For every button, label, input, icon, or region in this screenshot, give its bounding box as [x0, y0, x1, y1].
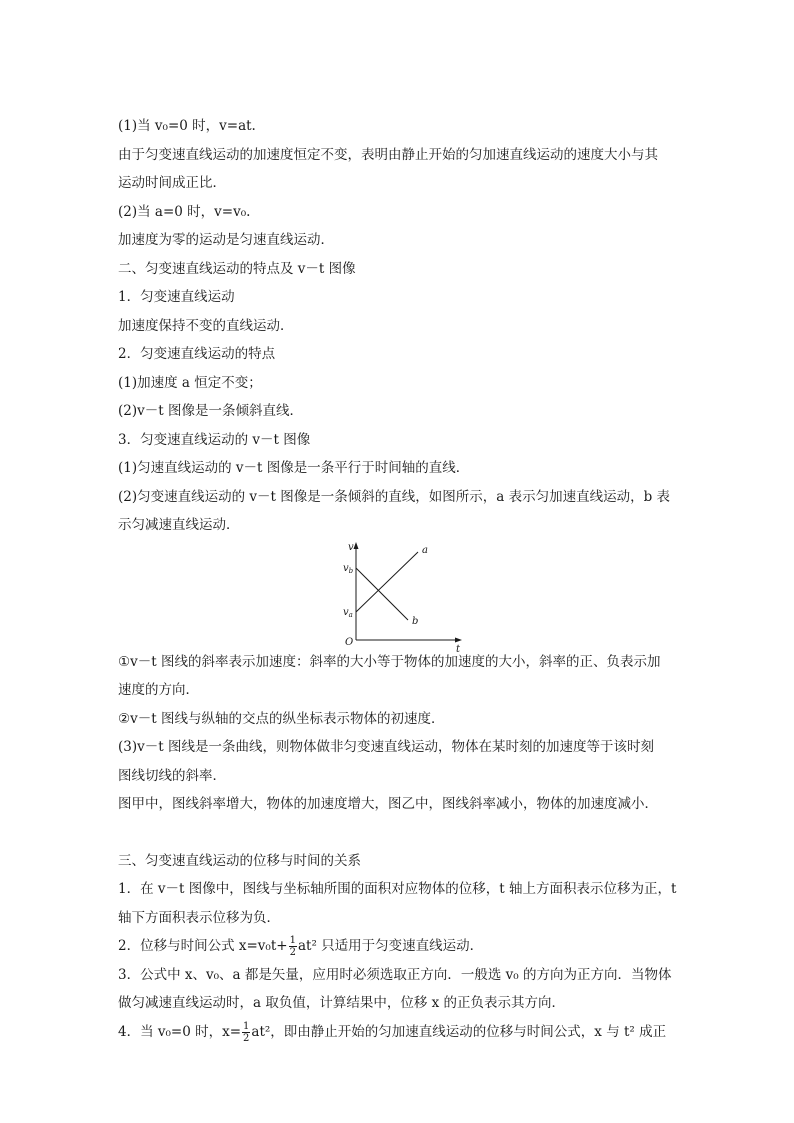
v-axis-label: v	[348, 541, 354, 553]
text-line: 1．匀变速直线运动	[118, 289, 235, 305]
vb-label: $v_b$	[343, 562, 354, 575]
text-line: 3．匀变速直线运动的 v－t 图像	[118, 431, 311, 448]
formula-text-before: 4．当 v₀=0 时，x=	[118, 1023, 242, 1040]
text-line: ②v－t 图线与纵轴的交点的纵坐标表示物体的初速度．	[118, 710, 445, 727]
text-line: 图甲中，图线斜率增大，物体的加速度增大，图乙中，图线斜率减小，物体的加速度减小．	[118, 796, 658, 812]
text-line: 做匀减速直线运动时，a 取负值，计算结果中，位移 x 的正负表示其方向．	[118, 995, 566, 1011]
text-line: (2)v－t 图像是一条倾斜直线．	[118, 403, 303, 419]
text-line: 3．公式中 x、v₀、a 都是矢量，应用时必须选取正方向．一般选 v₀ 的方向为正方向．当物体	[118, 966, 672, 983]
text-line: (1)加速度 a 恒定不变；	[118, 374, 262, 391]
text-line: 示匀减速直线运动．	[118, 517, 240, 533]
origin-label: O	[345, 636, 354, 648]
half-fraction: $\frac{1}{2}$	[243, 1020, 250, 1044]
text-line: 2．匀变速直线运动的特点	[118, 346, 276, 362]
formula-line	[118, 932, 688, 961]
formula-line	[118, 1018, 688, 1047]
formula-text-after: at² 只适用于匀变速直线运动．	[297, 938, 484, 954]
vt-graph	[336, 540, 466, 655]
section-heading: 二、匀变速直线运动的特点及 v－t 图像	[118, 260, 356, 277]
document-page	[118, 112, 688, 1046]
t-axis-label: t	[456, 643, 461, 655]
text-line: (1)当 v₀=0 时，v=at.	[118, 118, 256, 134]
text-line: 加速度为零的运动是匀速直线运动．	[118, 232, 334, 248]
text-line: (2)匀变速直线运动的 v－t 图像是一条倾斜的直线，如图所示，a 表示匀加速直线运动，b 表	[118, 488, 671, 505]
line-a	[356, 552, 418, 612]
text-line: (3)v－t 图线是一条曲线，则物体做非匀变速直线运动，物体在某时刻的加速度等于该时刻	[118, 739, 654, 755]
text-line: 图线切线的斜率．	[118, 767, 226, 784]
text-line: 速度的方向．	[118, 682, 199, 698]
text-line: 运动时间成正比．	[118, 175, 226, 191]
line-b	[356, 568, 408, 620]
line-a-label: a	[422, 544, 428, 556]
text-line: 1．在 v－t 图像中，图线与坐标轴所围的面积对应物体的位移，t 轴上方面积表示位移为正，t	[118, 881, 677, 897]
vt-graph-figure	[118, 540, 688, 655]
half-fraction: $\frac{1}{2}$	[289, 935, 296, 958]
section-heading: 三、匀变速直线运动的位移与时间的关系	[118, 852, 361, 869]
text-line: ①v－t 图线的斜率表示加速度：斜率的大小等于物体的加速度的大小，斜率的正、负表示加	[118, 653, 661, 670]
line-b-label: b	[412, 615, 419, 627]
v-axis-arrow	[354, 542, 359, 549]
text-line: (1)匀速直线运动的 v－t 图像是一条平行于时间轴的直线．	[118, 460, 470, 476]
formula-text-after: at²，即由静止开始的匀加速直线运动的位移与时间公式，x 与 t² 成正	[251, 1023, 667, 1040]
text-line: (2)当 a=0 时，v=v₀.	[118, 203, 251, 220]
formula-text-before: 2．位移与时间公式 x=v₀t+	[118, 938, 288, 954]
text-line: 轴下方面积表示位移为负．	[118, 909, 280, 926]
text-line: 由于匀变速直线运动的加速度恒定不变，表明由静止开始的匀加速直线运动的速度大小与其	[118, 146, 658, 163]
spacer	[118, 819, 688, 847]
va-label: $v_a$	[343, 606, 353, 619]
t-axis-arrow	[455, 637, 462, 642]
text-line: 加速度保持不变的直线运动．	[118, 317, 294, 334]
